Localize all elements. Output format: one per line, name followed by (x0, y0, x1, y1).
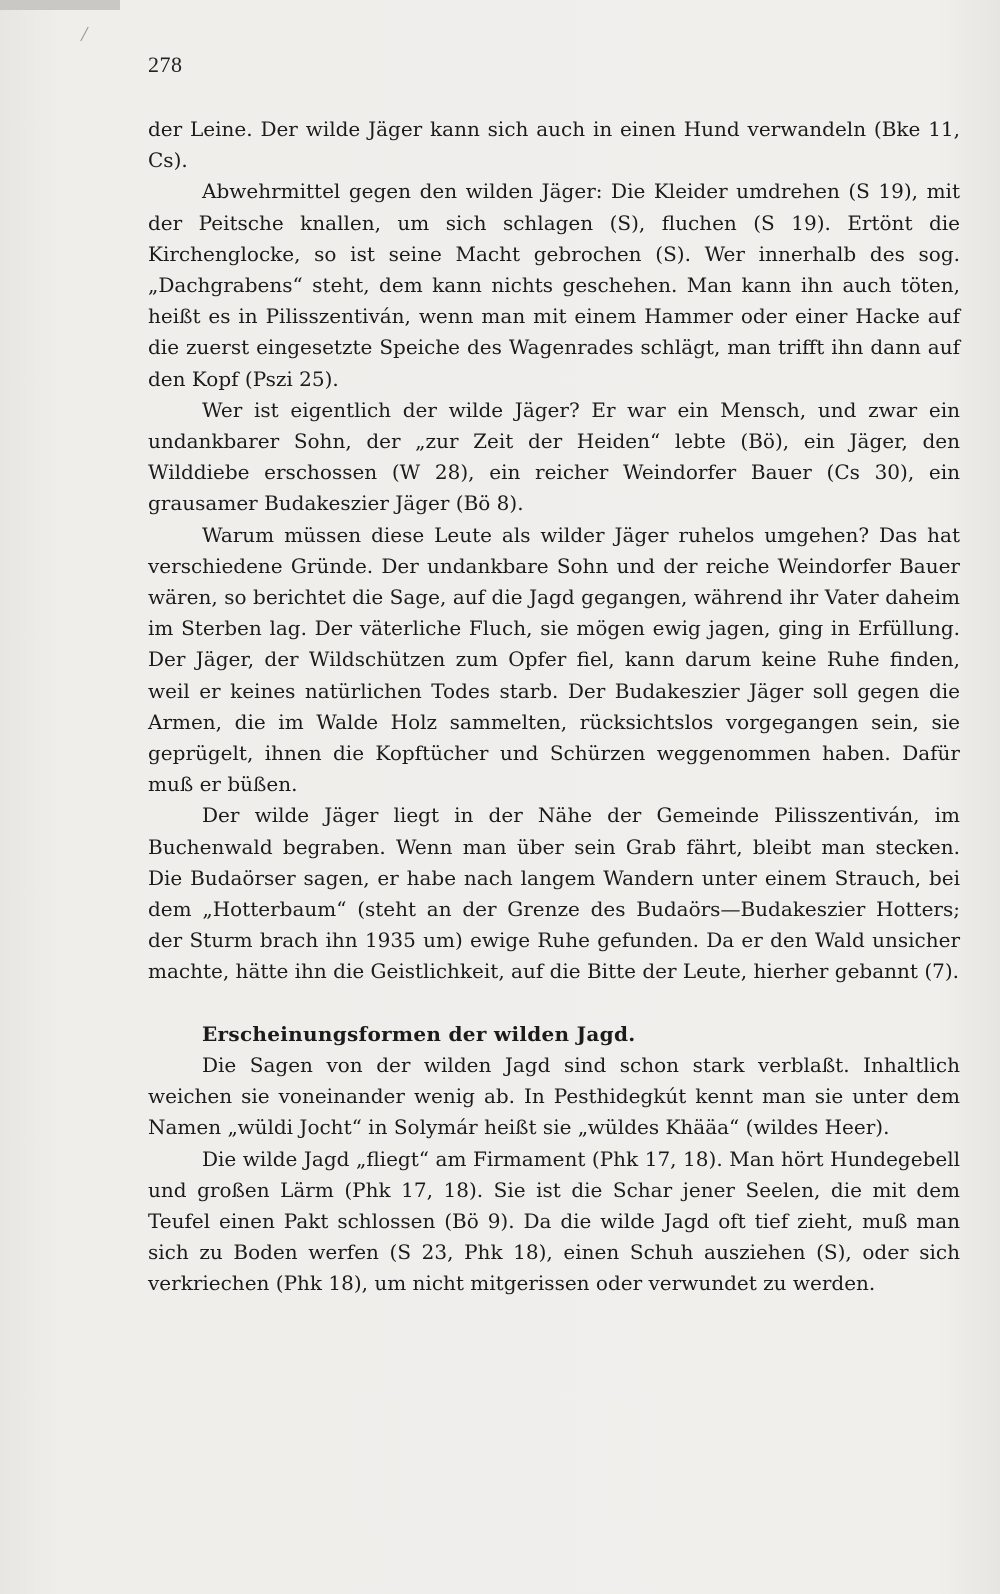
paragraph-1: der Leine. Der wilde Jäger kann sich auch in einen Hund verwandeln (Bke 11, Cs). (148, 117, 960, 173)
body-text (148, 114, 960, 1300)
paragraph-5: Der wilde Jäger liegt in der Nähe der Gemeinde Pilisszentiván, im Buchenwald begraben. Wenn man über sein Grab fährt, bleibt man stecken. Die Budaörser sagen, er habe nach langem Wandern unter einem Strauch, bei dem „Hotterbaum“ (steht an der Grenze des Budaörs—Budakeszier Hotters; der Sturm brach ihn 1935 um) ewige Ruhe gefunden. Da er den Wald unsicher machte, hätte ihn die Geistlichkeit, auf die Bitte der Leute, hierher gebannt (7). (148, 803, 960, 984)
section-paragraph-2: Die wilde Jagd „fliegt“ am Firmament (Phk 17, 18). Man hört Hundegebell und großen Lärm (Phk 17, 18). Sie ist die Schar jener Seelen, die mit dem Teufel einen Pakt schlossen (Bö 9). Da die wilde Jagd oft tief zieht, muß man sich zu Boden werfen (S 23, Phk 18), einen Schuh ausziehen (S), oder sich verkriechen (Phk 18), um nicht mitgerissen oder verwundet zu werden. (148, 1146, 960, 1296)
paragraph-4: Warum müssen diese Leute als wilder Jäger ruhelos umgehen? Das hat verschiedene Gründe. Der undankbare Sohn und der reiche Weindorfer Bauer wären, so berichtet die Sage, auf die Jagd gegangen, während ihr Vater daheim im Sterben lag. Der väterliche Fluch, sie mögen ewig jagen, ging in Erfüllung. Der Jäger, der Wildschützen zum Opfer fiel, kann darum keine Ruhe finden, weil er keines natürlichen Todes starb. Der Budakeszier Jäger soll gegen die Armen, die im Walde Holz sammelten, rücksichtslos vorgegangen sein, sie geprügelt, ihnen die Kopftücher und Schürzen weggenommen haben. Dafür muß er büßen. (148, 522, 960, 797)
paragraph-2: Abwehrmittel gegen den wilden Jäger: Die Kleider umdrehen (S 19), mit der Peitsche knallen, um sich schlagen (S), fluchen (S 19). Ertönt die Kirchenglocke, so ist seine Macht gebrochen (S). Wer innerhalb des sog. „Dachgrabens“ steht, dem kann nichts geschehen. Man kann ihn auch töten, heißt es in Pilisszentiván, wenn man mit einem Hammer oder einer Hacke auf die zuerst eingesetzte Speiche des Wagenrades schlägt, man trifft ihn dann auf den Kopf (Pszi 25). (148, 179, 960, 391)
section-title: Erscheinungsformen der wilden Jagd. (202, 1021, 636, 1046)
scan-stroke (80, 27, 88, 42)
page-number: 278 (148, 52, 183, 77)
section-paragraph-1: Die Sagen von der wilden Jagd sind schon stark verblaßt. Inhaltlich weichen sie voneinander wenig ab. In Pesthidegkút kennt man sie unter dem Namen „wüldi Jocht“ in Solymár heißt sie „wüldes Khääa“ (wildes Heer). (148, 1052, 960, 1140)
paragraph-3: Wer ist eigentlich der wilde Jäger? Er war ein Mensch, und zwar ein undankbarer Sohn, der „zur Zeit der Heiden“ lebte (Bö), ein Jäger, den Wilddiebe erschossen (W 28), ein reicher Weindorfer Bauer (Cs 30), ein grausamer Budakeszier Jäger (Bö 8). (148, 397, 960, 516)
scan-artifact (0, 0, 120, 10)
